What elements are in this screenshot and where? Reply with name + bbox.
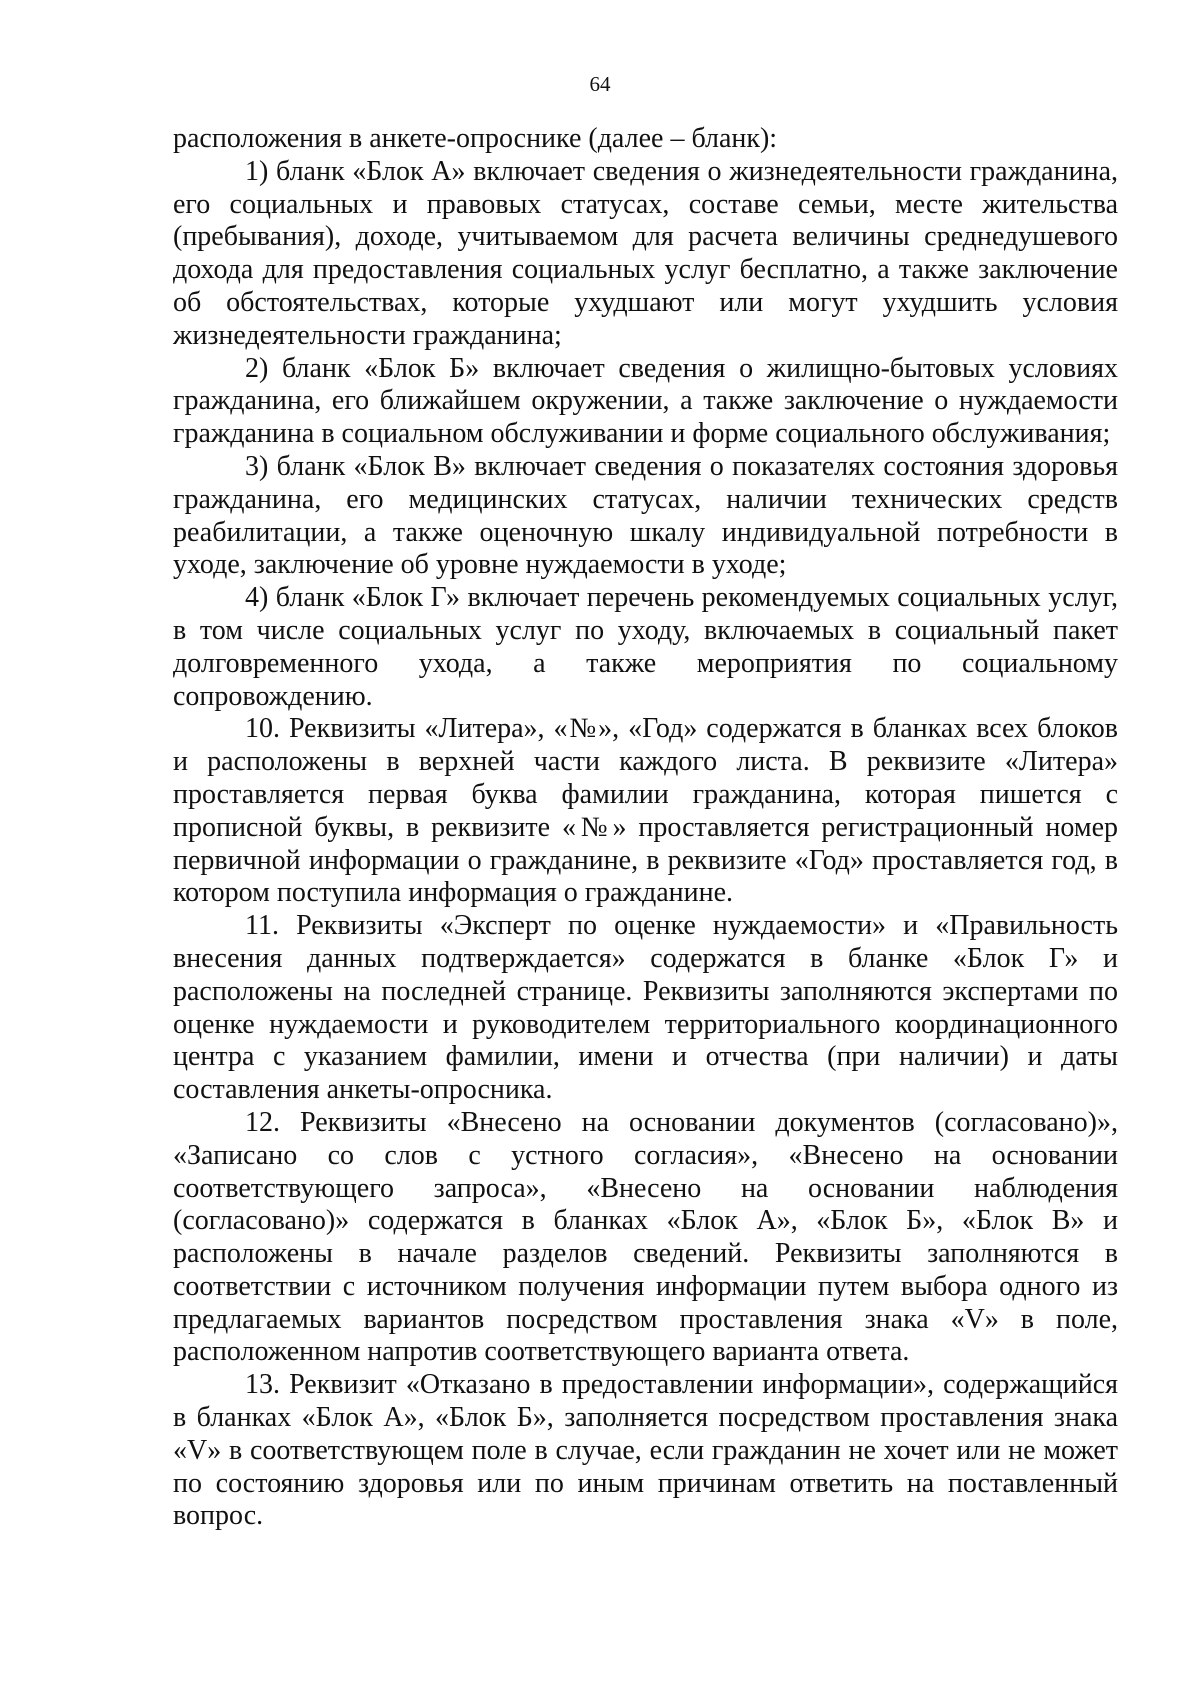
paragraph-item-1: 1) бланк «Блок А» включает сведения о жизнедеятельности гражданина, его социальных и правовых статусах, составе семьи, месте жительства (пребывания), доходе, учитываемом для расчета величины среднедушевого дохода для предоставления социальных услуг бесплатно, а также заключение об обстоятельствах, которые ухудшают или могут ухудшить условия жизнедеятельности гражданина;: [173, 155, 1118, 351]
paragraph-clause-11: 11. Реквизиты «Эксперт по оценке нуждаемости» и «Правильность внесения данных подтверждается» содержатся в бланке «Блок Г» и расположены на последней странице. Реквизиты заполняются экспертами по оценке нуждаемости и руководителем территориального координационного центра с указанием фамилии, имени и отчества (при наличии) и даты составления анкеты-опросника.: [173, 910, 1118, 1106]
paragraph-item-3: 3) бланк «Блок В» включает сведения о показателях состояния здоровья гражданина, его медицинских статусах, наличии технических средств реабилитации, а также оценочную шкалу индивидуальной потребности в уходе, заключение об уровне нуждаемости в уходе;: [173, 450, 1118, 581]
paragraph-item-2: 2) бланк «Блок Б» включает сведения о жилищно-бытовых условиях гражданина, его ближайшем окружении, а также заключение о нуждаемости гражданина в социальном обслуживании и форме социального обслуживания;: [173, 352, 1118, 450]
body-text: [173, 123, 1118, 1533]
paragraph-continuation: расположения в анкете-опроснике (далее – бланк):: [173, 123, 778, 154]
paragraph-clause-13: 13. Реквизит «Отказано в предоставлении информации», содержащийся в бланках «Блок А», «Блок Б», заполняется посредством проставления знака «V» в соответствующем поле в случае, если гражданин не хочет или не может по состоянию здоровья или по иным причинам ответить на поставленный вопрос.: [173, 1369, 1118, 1532]
paragraph-clause-12: 12. Реквизиты «Внесено на основании документов (согласовано)», «Записано со слов с устного согласия», «Внесено на основании соответствующего запроса», «Внесено на основании наблюдения (согласовано)» содержатся в бланках «Блок А», «Блок Б», «Блок В» и расположены в начале разделов сведений. Реквизиты заполняются в соответствии с источником получения информации путем выбора одного из предлагаемых вариантов посредством проставления знака «V» в поле, расположенном напротив соответствующего варианта ответа.: [173, 1106, 1118, 1368]
paragraph-clause-10: 10. Реквизиты «Литера», «№», «Год» содержатся в бланках всех блоков и расположены в верхней части каждого листа. В реквизите «Литера» проставляется первая буква фамилии гражданина, которая пишется с прописной буквы, в реквизите «№» проставляется регистрационный номер первичной информации о гражданине, в реквизите «Год» проставляется год, в котором поступила информация о гражданине.: [173, 713, 1118, 909]
page-number: 64: [589, 72, 611, 96]
paragraph-item-4: 4) бланк «Блок Г» включает перечень рекомендуемых социальных услуг, в том числе социальных услуг по уходу, включаемых в социальный пакет долговременного ухода, а также мероприятия по социальному сопровождению.: [173, 582, 1118, 712]
